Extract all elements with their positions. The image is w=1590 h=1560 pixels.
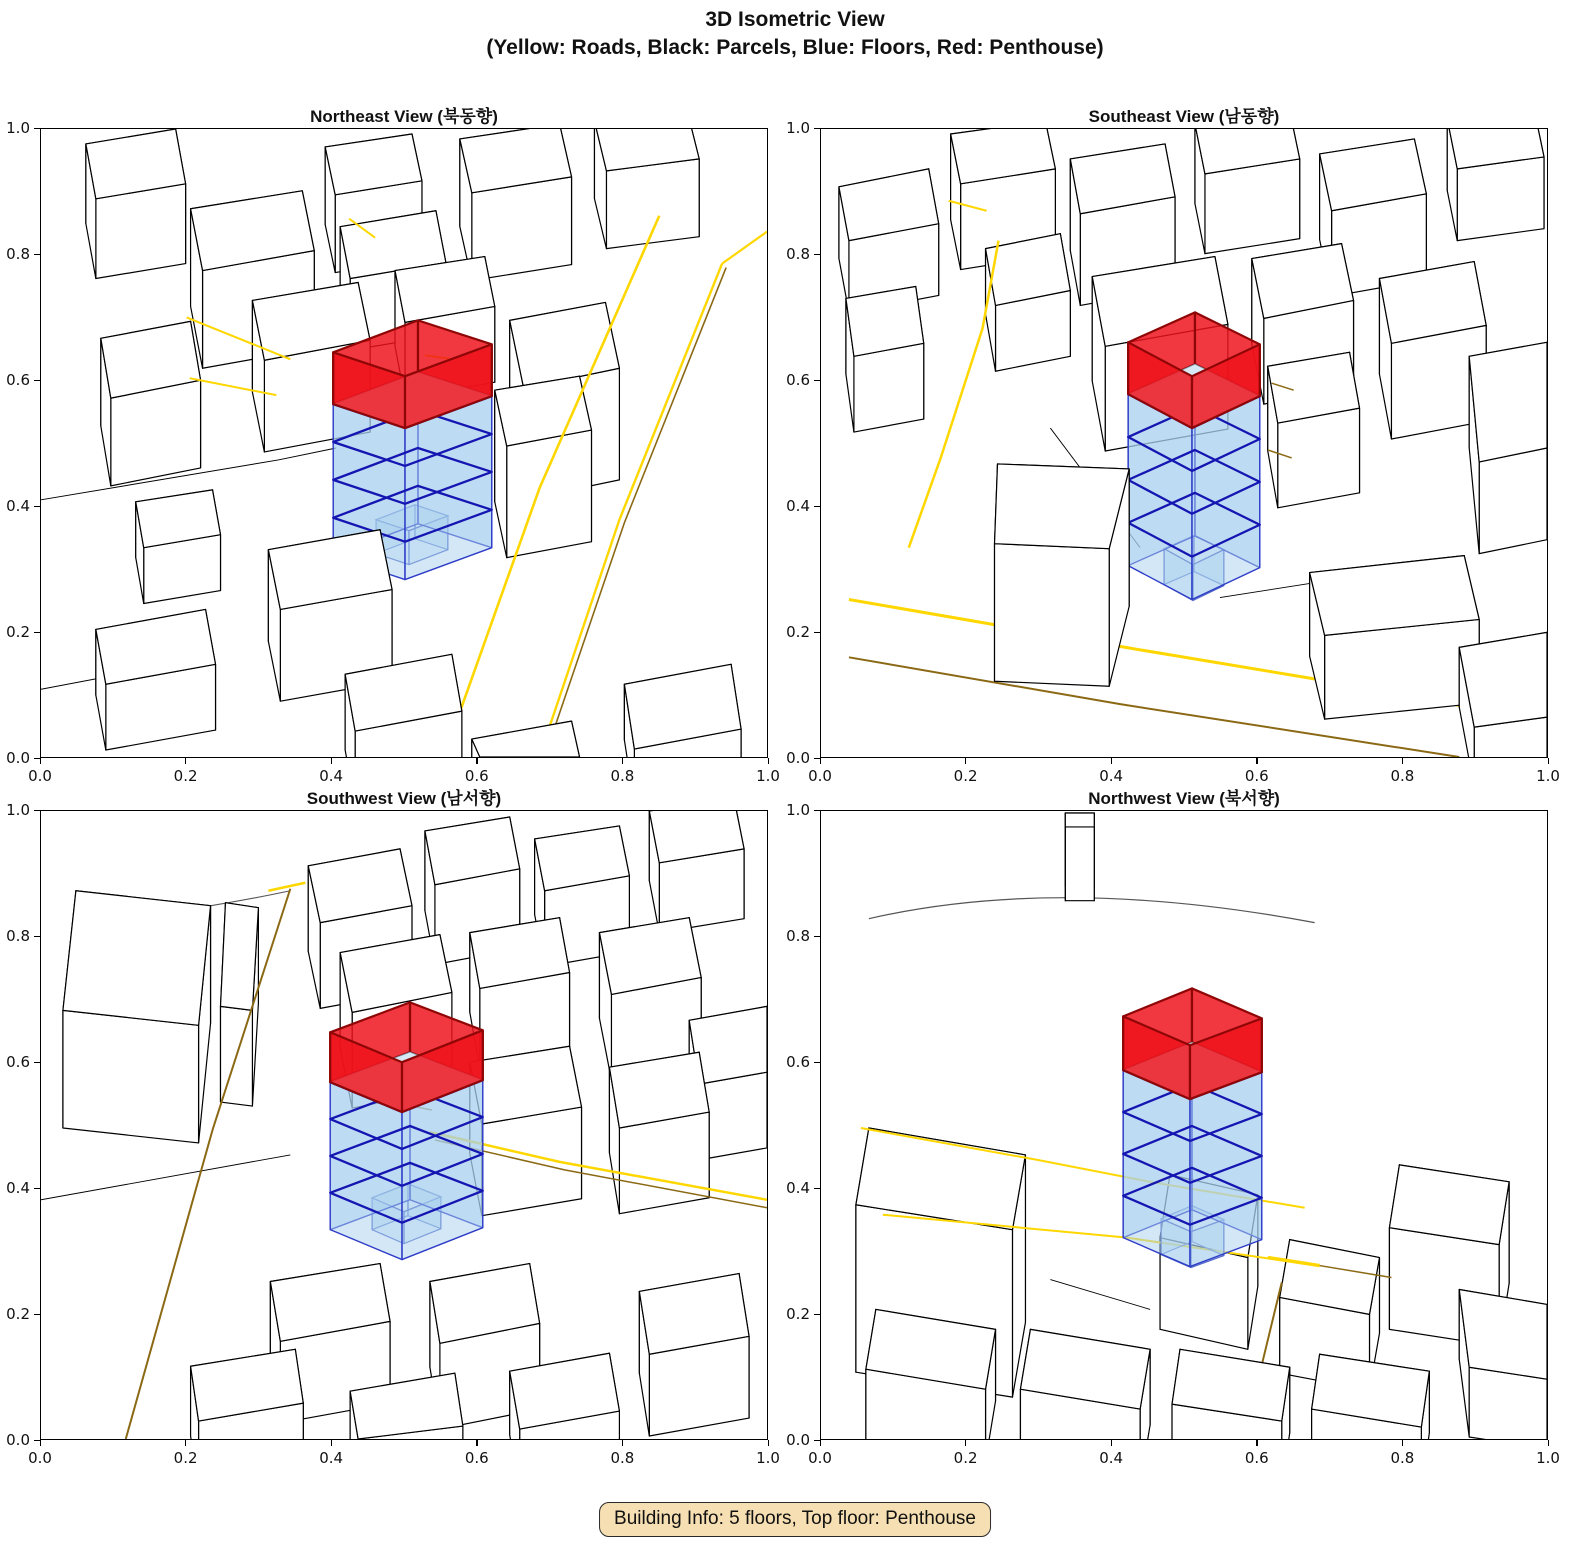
y-tick	[34, 1314, 40, 1315]
x-tick	[1548, 758, 1549, 764]
scene-southeast	[821, 129, 1547, 757]
x-tick	[965, 1440, 966, 1446]
x-tick	[768, 758, 769, 764]
y-tick	[34, 632, 40, 633]
y-tick	[814, 506, 820, 507]
x-tick	[331, 1440, 332, 1446]
y-tick	[34, 810, 40, 811]
y-tick	[34, 254, 40, 255]
y-tick-label: 1.0	[6, 119, 30, 137]
plot-area-southwest	[40, 810, 768, 1440]
x-tick	[622, 1440, 623, 1446]
scene-northwest	[821, 811, 1547, 1439]
figure-title-line2: (Yellow: Roads, Black: Parcels, Blue: Floors, Red: Penthouse)	[486, 36, 1104, 59]
subplot-title-northwest: Northwest View (북서향)	[1088, 789, 1280, 808]
x-tick-label: 0.2	[173, 767, 198, 785]
y-tick-label: 0.8	[786, 927, 810, 945]
plot-area-northwest	[820, 810, 1548, 1440]
y-tick	[814, 1440, 820, 1441]
x-tick	[476, 1440, 477, 1446]
y-tick-label: 0.2	[6, 623, 30, 641]
subplot-title-southwest: Southwest View (남서향)	[306, 789, 502, 808]
x-tick	[40, 758, 41, 764]
y-tick-label: 1.0	[786, 119, 810, 137]
x-tick-label: 0.0	[28, 767, 52, 785]
subplot-title-northeast: Northeast View (북동향)	[310, 107, 498, 126]
x-tick	[1402, 758, 1403, 764]
y-tick-label: 0.0	[786, 1431, 810, 1449]
x-tick-label: 0.8	[1390, 1449, 1415, 1467]
y-tick	[814, 380, 820, 381]
y-tick-label: 0.6	[786, 371, 810, 389]
y-tick-label: 0.4	[6, 1179, 30, 1197]
plot-area-northeast	[40, 128, 768, 758]
y-tick	[34, 380, 40, 381]
x-tick	[185, 1440, 186, 1446]
y-tick-label: 0.4	[786, 497, 810, 515]
x-tick	[1402, 1440, 1403, 1446]
y-tick	[34, 1188, 40, 1189]
x-tick	[622, 758, 623, 764]
x-tick-label: 1.0	[1536, 1449, 1560, 1467]
y-tick-label: 0.2	[6, 1305, 30, 1323]
x-tick-label: 0.0	[808, 1449, 832, 1467]
y-tick	[34, 936, 40, 937]
y-tick-label: 0.4	[6, 497, 30, 515]
y-tick-label: 0.0	[6, 1431, 30, 1449]
y-tick-label: 0.8	[6, 245, 30, 263]
y-tick-label: 0.4	[786, 1179, 810, 1197]
y-tick	[34, 506, 40, 507]
x-tick-label: 0.0	[28, 1449, 52, 1467]
x-tick-label: 1.0	[756, 1449, 780, 1467]
y-tick-label: 0.8	[786, 245, 810, 263]
x-tick-label: 1.0	[756, 767, 780, 785]
x-tick-label: 0.6	[464, 1449, 489, 1467]
y-tick-label: 0.6	[6, 1053, 30, 1071]
x-tick	[1256, 758, 1257, 764]
x-tick-label: 0.4	[1099, 1449, 1124, 1467]
y-tick	[34, 1440, 40, 1441]
x-tick	[40, 1440, 41, 1446]
y-tick-label: 0.2	[786, 623, 810, 641]
x-tick	[185, 758, 186, 764]
y-tick-label: 0.0	[6, 749, 30, 767]
x-tick-label: 0.8	[1390, 767, 1415, 785]
y-tick	[814, 254, 820, 255]
figure-title-line1: 3D Isometric View	[705, 8, 885, 31]
x-tick-label: 0.8	[610, 767, 635, 785]
y-tick	[814, 1314, 820, 1315]
x-tick-label: 0.6	[464, 767, 489, 785]
y-tick	[814, 1188, 820, 1189]
y-tick	[34, 128, 40, 129]
y-tick	[814, 632, 820, 633]
y-tick	[814, 1062, 820, 1063]
x-tick-label: 0.4	[319, 767, 344, 785]
y-tick	[814, 936, 820, 937]
subplot-title-southeast: Southeast View (남동향)	[1088, 107, 1280, 126]
y-tick-label: 1.0	[6, 801, 30, 819]
y-tick-label: 0.0	[786, 749, 810, 767]
x-tick-label: 0.0	[808, 767, 832, 785]
x-tick	[1548, 1440, 1549, 1446]
plot-area-southeast	[820, 128, 1548, 758]
y-tick	[814, 128, 820, 129]
x-tick	[965, 758, 966, 764]
y-tick	[34, 758, 40, 759]
y-tick	[34, 1062, 40, 1063]
x-tick-label: 0.2	[953, 1449, 978, 1467]
y-tick	[814, 810, 820, 811]
x-tick-label: 0.4	[319, 1449, 344, 1467]
x-tick	[820, 758, 821, 764]
y-tick-label: 0.8	[6, 927, 30, 945]
x-tick-label: 0.6	[1244, 1449, 1269, 1467]
x-tick	[331, 758, 332, 764]
x-tick	[1256, 1440, 1257, 1446]
x-tick-label: 0.2	[953, 767, 978, 785]
x-tick-label: 1.0	[1536, 767, 1560, 785]
x-tick	[768, 1440, 769, 1446]
scene-northeast	[41, 129, 767, 757]
x-tick	[820, 1440, 821, 1446]
x-tick	[1111, 758, 1112, 764]
x-tick-label: 0.8	[610, 1449, 635, 1467]
x-tick-label: 0.4	[1099, 767, 1124, 785]
x-tick	[476, 758, 477, 764]
y-tick	[814, 758, 820, 759]
y-tick-label: 0.6	[6, 371, 30, 389]
x-tick-label: 0.2	[173, 1449, 198, 1467]
x-tick	[1111, 1440, 1112, 1446]
building-info-box: Building Info: 5 floors, Top floor: Penthouse	[599, 1502, 991, 1537]
x-tick-label: 0.6	[1244, 767, 1269, 785]
y-tick-label: 0.2	[786, 1305, 810, 1323]
scene-southwest	[41, 811, 767, 1439]
y-tick-label: 0.6	[786, 1053, 810, 1071]
y-tick-label: 1.0	[786, 801, 810, 819]
